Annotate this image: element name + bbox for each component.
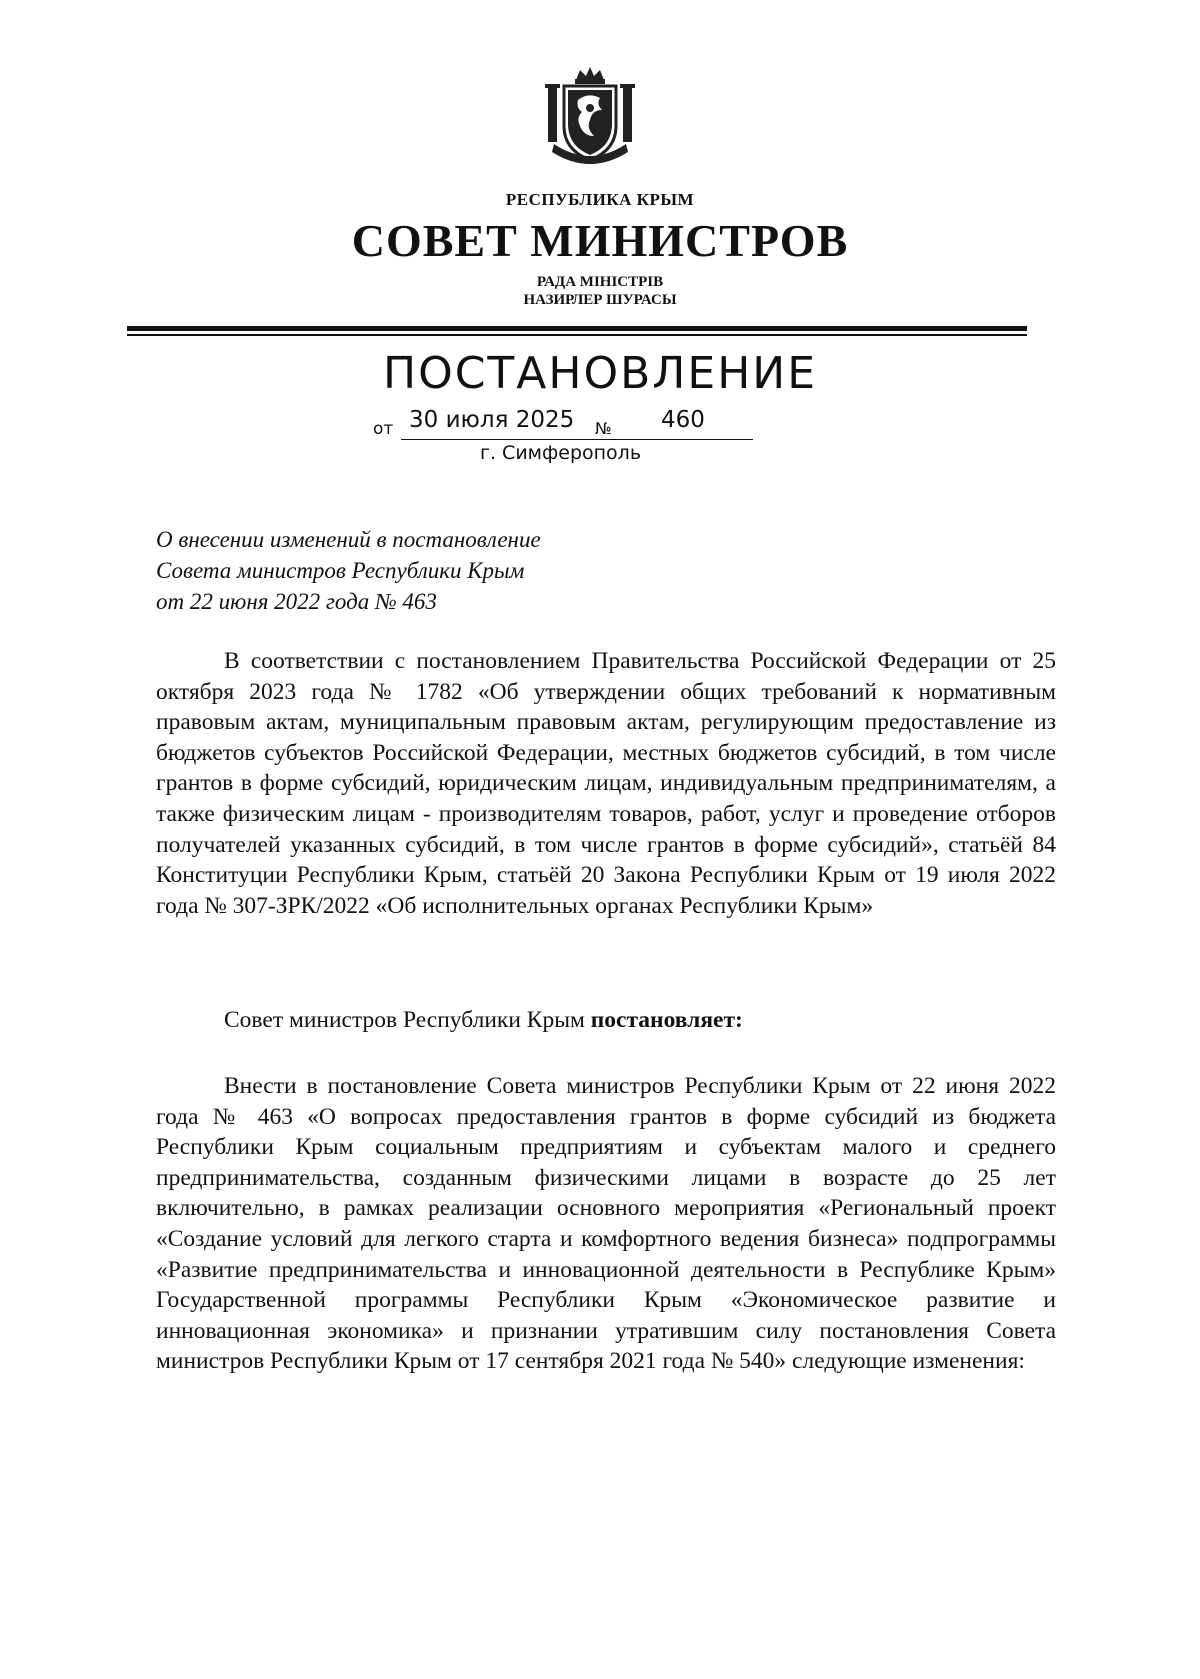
document-type: ПОСТАНОВЛЕНИЕ xyxy=(382,348,817,399)
date-prefix: от xyxy=(373,419,394,439)
resolution-statement xyxy=(156,1005,1056,1036)
amendment-paragraph: Внести в постановление Совета министров Республики Крым от 22 июня 2022 года № 463 «О вопросах предоставления грантов в форме субсидий из бюджета Республики Крым социальным предприятиям и субъектам малого и среднего предпринимательства, созданным физическими лицами в возрасте до 25 лет включительно, в рамках реализации основного мероприятия «Региональный проект «Создание условий для легкого старта и комфортного ведения бизнеса» подпрограммы «Развитие предпринимательства и инновационной деятельности в Республике Крым» Государственной программы Республики Крым «Экономическое развитие и инновационная экономика» и признании утратившим силу постановления Совета министров Республики Крым от 17 сентября 2021 года № 540» следующие изменения: xyxy=(156,1073,1056,1375)
subject-line: О внесении изменений в постановление xyxy=(156,527,541,552)
council-title-crimean-tatar: НАЗИРЛЕР ШУРАСЫ xyxy=(523,292,677,308)
preamble-paragraph: В соответствии с постановлением Правительства Российской Федерации от 25 октября 2023 года № 1782 «Об утверждении общих требований к нормативным правовым актам, муниципальным правовым актам, регулирующим предоставление из бюджетов субъектов Российской Федерации, местных бюджетов субсидий, в том числе грантов в форме субсидий, юридическим лицам, индивидуальным предпринимателям, а также физическим лицам - производителям товаров, работ, услуг и проведение отборов получателей указанных субсидий, в том числе грантов в форме субсидий», статьёй 84 Конституции Республики Крым, статьёй 20 Закона Республики Крым от 19 июля 2022 года № 307-ЗРК/2022 «Об исполнительных органах Республики Крым» xyxy=(156,648,1056,919)
document-date-line xyxy=(373,405,773,439)
header-rule-thin xyxy=(127,334,1027,336)
document-number: 460 xyxy=(661,407,705,433)
council-title: СОВЕТ МИНИСТРОВ xyxy=(351,215,849,266)
date-underline xyxy=(401,439,753,440)
number-symbol: № xyxy=(595,419,612,438)
republic-name: РЕСПУБЛИКА КРЫМ xyxy=(505,190,695,209)
document-city: г. Симферополь xyxy=(480,442,642,464)
council-title-ukrainian: РАДА МІНІСТРІВ xyxy=(536,274,664,290)
header-rule-thick xyxy=(127,326,1027,331)
document-subject xyxy=(156,524,541,617)
document-date: 30 июля 2025 xyxy=(409,407,575,433)
subject-line: Совета министров Республики Крым xyxy=(156,558,525,583)
resolution-verb: постановляет: xyxy=(590,1007,743,1033)
crimea-coat-of-arms-icon xyxy=(540,64,640,174)
subject-line: от 22 июня 2022 года № 463 xyxy=(156,589,437,614)
resolution-text: Совет министров Республики Крым xyxy=(224,1007,591,1033)
